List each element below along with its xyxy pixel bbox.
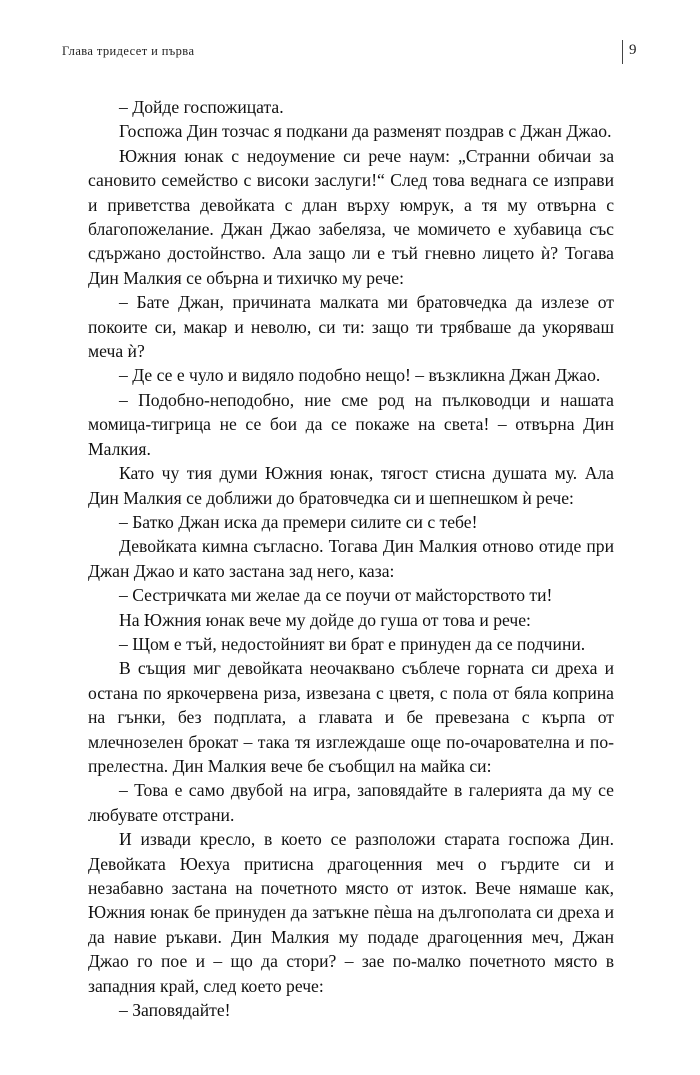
paragraph: – Щом е тъй, недостойният ви брат е принуден да се подчини. xyxy=(119,633,586,654)
paragraph: – Подобно-неподобно, ние сме род на пълководци и нашата момица-тигрица не се бои да се покаже на света! – отвърна Дин Малкия. xyxy=(88,389,614,459)
paragraph: – Дойде госпожицата. xyxy=(119,97,284,117)
paragraph: На Южния юнак вече му дойде до гуша от това и рече: xyxy=(119,609,531,630)
paragraph: – Сестричката ми желае да се поучи от майсторството ти! xyxy=(119,585,553,606)
body-text xyxy=(88,95,614,1022)
paragraph: – Това е само двубой на игра, заповядайте в галерията да му се любувате отстрани. xyxy=(88,780,614,825)
paragraph: – Бате Джан, причината малката ми братовчедка да излезе от покоите си, макар и неволю, си ти: защо ти трябваше да укоряваш меча ѝ? xyxy=(88,292,614,362)
page-number: 9 xyxy=(629,42,637,58)
paragraph: И извади кресло, в което се разположи старата госпожа Дин. Девойката Юехуа притисна драгоценния меч о гърдите си и незабавно застана на почетното място от изток. Вече нямаше как, Южния юнак бе принуден да затъкне пѐша на дългополата си дреха и да навие ръкави. Дин Малкия му подаде драгоценния меч, Джан Джао го пое и – що да стори? – зае по-малко почетното място в западния край, след което рече: xyxy=(88,829,614,996)
paragraph: Южния юнак с недоумение си рече наум: „Странни обичаи за сановито семейство с високи заслуги!“ След това веднага се изправи и приветства девойката с длан върху юмрук, а тя му отвърна с благопожелание. Джан Джао забеляза, че момичето е хубавица със сдържано достойнство. Ала защо ли е тъй гневно лицето ѝ? Тогава Дин Малкия се обърна и тихичко му рече: xyxy=(88,145,614,288)
paragraph: Госпожа Дин тозчас я подкани да разменят поздрав с Джан Джао. xyxy=(119,121,612,142)
paragraph: – Де се е чуло и видяло подобно нещо! – възкликна Джан Джао. xyxy=(119,365,601,386)
folio-divider xyxy=(622,40,623,64)
paragraph: В същия миг девойката неочаквано съблече горната си дреха и остана по яркочервена риза, извезана с цветя, с пола от бяла коприна на гънки, без подплата, а главата и бе превезана с кърпа от млечнозелен брокат – така тя изглеждаше още по-очарователна и по-прелестна. Дин Малкия вече бе съобщил на майка си: xyxy=(88,658,614,776)
paragraph: – Батко Джан иска да премери силите си с тебе! xyxy=(119,511,478,532)
paragraph: – Заповядайте! xyxy=(119,1000,231,1021)
paragraph: Девойката кимна съгласно. Тогава Дин Малкия отново отиде при Джан Джао и като застана зад него, каза: xyxy=(88,536,614,581)
paragraph: Като чу тия думи Южния юнак, тягост стисна душата му. Ала Дин Малкия се доближи до братовчедка си и шепнешком ѝ рече: xyxy=(88,463,614,508)
running-head-chapter-title: Глава тридесет и първа xyxy=(62,44,195,58)
